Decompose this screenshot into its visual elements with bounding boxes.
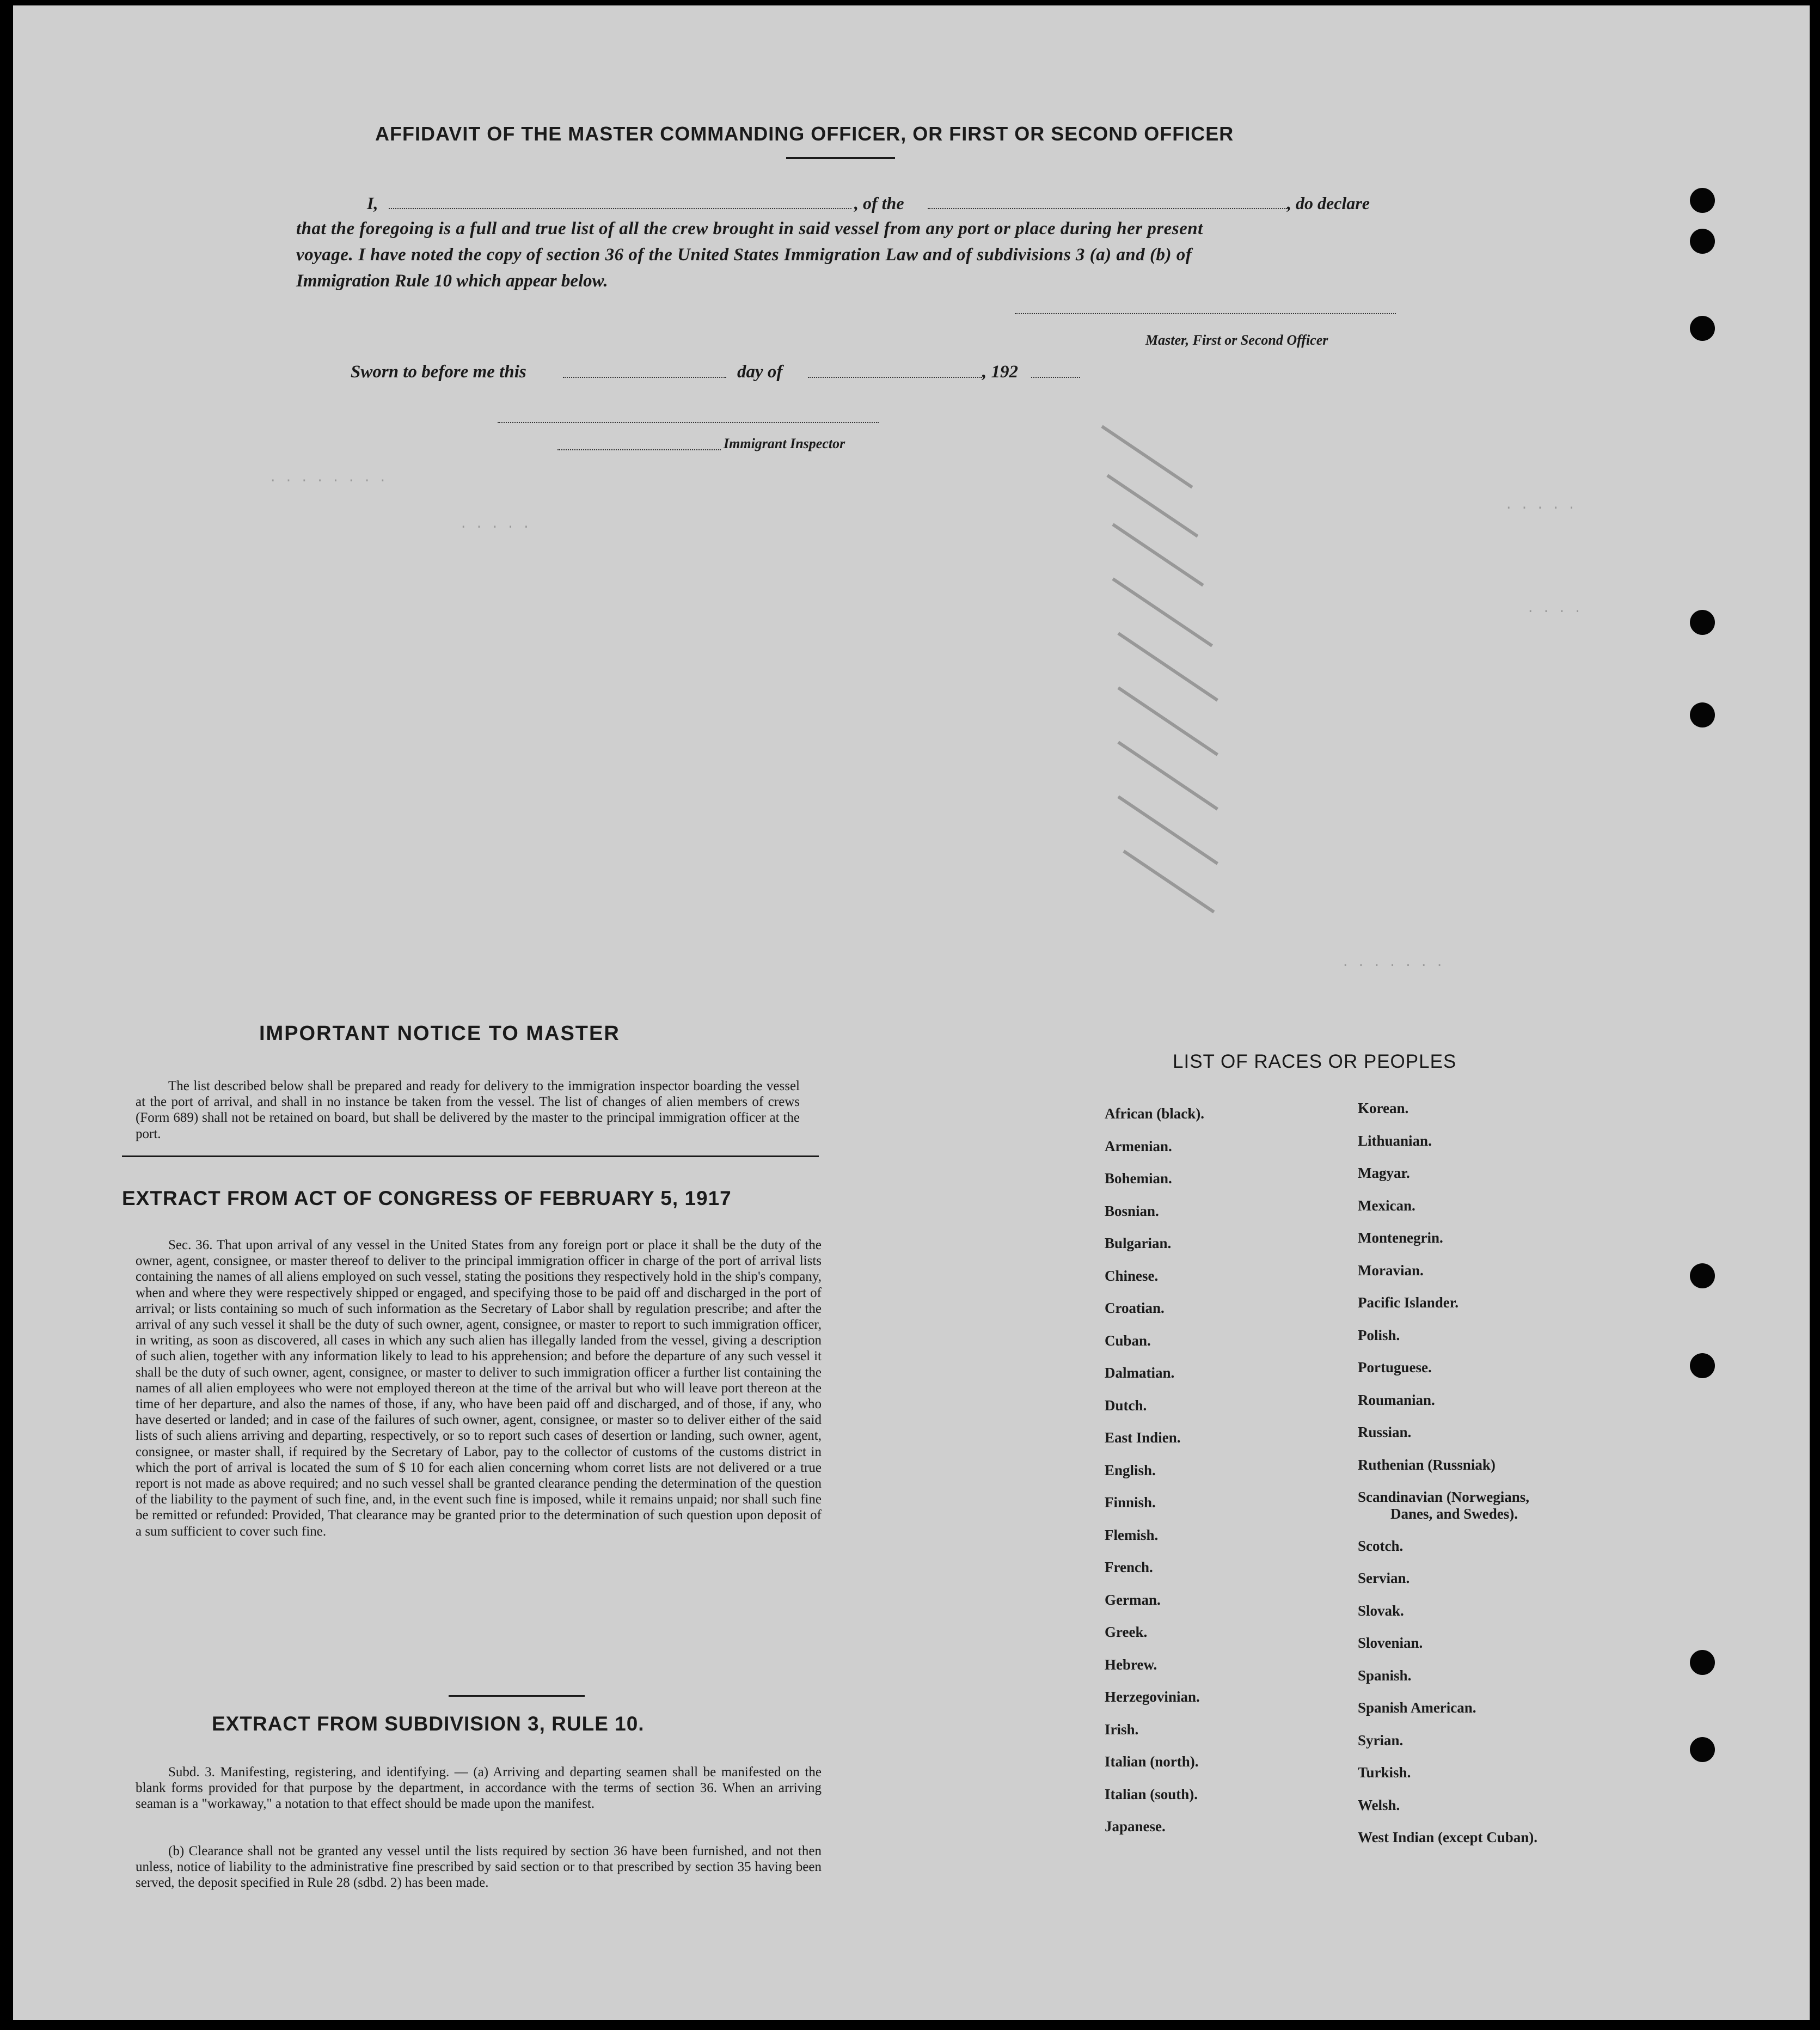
- extract-rule-text-a: Subd. 3. Manifesting, registering, and identifying. — (a) Arriving and departing seamen shall be manifested on the blank forms provided for that purpose by the department, in accordance with the terms of section 36. When an arriving seaman is a "workaway," a notation to that effect should be made upon the manifest.: [136, 1765, 822, 1812]
- race-item: Flemish.: [1105, 1526, 1159, 1543]
- race-item: Welsh.: [1358, 1796, 1400, 1813]
- race-item: Japanese.: [1105, 1818, 1166, 1835]
- race-item: Turkish.: [1358, 1764, 1411, 1781]
- punch-hole: [1690, 1650, 1715, 1675]
- race-item: Roumanian.: [1358, 1391, 1435, 1408]
- bleed-through-mark: · · · · ·: [459, 520, 530, 535]
- race-item: African (black).: [1105, 1105, 1204, 1122]
- race-item: Finnish.: [1105, 1494, 1156, 1511]
- race-item: Servian.: [1358, 1570, 1410, 1586]
- sworn-day-blank[interactable]: [563, 377, 726, 378]
- race-item: East Indien.: [1105, 1429, 1181, 1446]
- punch-hole: [1690, 1263, 1715, 1288]
- race-item: Dutch.: [1105, 1397, 1147, 1414]
- notice-text: The list described below shall be prepared and ready for delivery to the immigration inspector boarding the vessel at the port of arrival, and shall in no instance be taken from the vessel. The list of changes of alien members of crews (Form 689) shall not be retained on board, but shall be delivered by the master to the principal immigration officer at the port.: [136, 1079, 800, 1141]
- race-item: Bohemian.: [1105, 1170, 1172, 1187]
- race-item: Bulgarian.: [1105, 1235, 1172, 1251]
- affidavit-i-label: I,: [367, 193, 378, 213]
- sworn-label: Sworn to before me this: [351, 362, 526, 382]
- race-item: Chinese.: [1105, 1267, 1159, 1284]
- inspector-caption: Immigrant Inspector: [724, 436, 845, 451]
- strike-mark: [1117, 632, 1218, 702]
- races-heading: LIST OF RACES OR PEOPLES: [1173, 1051, 1457, 1072]
- race-item: Italian (north).: [1105, 1753, 1199, 1770]
- punch-hole: [1690, 188, 1715, 213]
- extract-act-text: Sec. 36. That upon arrival of any vessel in the United States from any foreign port or place it shall be the duty of the owner, agent, consignee, or master thereof to deliver to the principal immigration officer in charge of the port of arrival lists containing the names of all aliens employed on such vessel, stating the positions they respectively hold in the ship's company, when and where they were respectively shipped or engaged, and specifying those to be paid off and discharged in the port of arrival; or lists containing so much of such information as the Secretary of Labor shall by regulation prescribe; and after the arrival of any such vessel it shall be the duty of such owner, agent, consignee, or master to report to such immigration officer, in writing, as soon as discovered, all cases in which any such alien has illegally landed from the vessel, giving a description of such alien, together with any information likely to lead to his apprehension; and before the departure of any such vessel it shall be the duty of such owner, agent, consignee, or master to deliver to such immigration officer a further list containing the names of all alien employees who were not employed thereon at the time of the arrival but who will leave port thereon at the time of her departure, and also the names of those, if any, who have been paid off and discharged, and of those, if any, who have deserted or landed; and in case of the failures of such owner, agent, consignee, or master so to deliver either of the said lists of such aliens arriving and departing, respectively, or so to report such cases of desertion or landing, such owner, agent, consignee, or master shall, if required by the Secretary of Labor, pay to the collector of customs of the customs district in which the port of arrival is located the sum of $ 10 for each alien concerning whom corret lists are not delivered or a true report is not made as above required; and no such vessel shall be granted clearance pending the determination of the question of the liability to the payment of such fine, and, in the event such fine is imposed, while it remains unpaid; nor shall such fine be remitted or refunded: Provided, That clearance may be granted prior to the determination of such question upon deposit of a sum sufficient to cover such fine.: [136, 1238, 822, 1539]
- extract-rule-text-b: (b) Clearance shall not be granted any vessel until the lists required by section 36 have been furnished, and not then unless, notice of liability to the administrative fine prescribed by said section or to that prescribed by section 35 having been served, the deposit specified in Rule 28 (sdbd. 2) has been made.: [136, 1844, 822, 1891]
- notice-heading: IMPORTANT NOTICE TO MASTER: [259, 1022, 620, 1045]
- punch-hole: [1690, 1737, 1715, 1762]
- strike-mark: [1123, 850, 1215, 914]
- race-item: French.: [1105, 1559, 1153, 1575]
- document-page: [13, 5, 1810, 2020]
- race-item: Korean.: [1358, 1100, 1409, 1116]
- race-item: Croatian.: [1105, 1300, 1165, 1316]
- extract-act-heading: EXTRACT FROM ACT OF CONGRESS OF FEBRUARY 5, 1917: [122, 1187, 732, 1209]
- affidavit-do-declare: , do declare: [1287, 193, 1370, 213]
- race-item: Cuban.: [1105, 1332, 1151, 1349]
- punch-hole: [1690, 702, 1715, 727]
- strike-mark: [1117, 687, 1218, 756]
- race-item: Hebrew.: [1105, 1656, 1157, 1673]
- race-item: Lithuanian.: [1358, 1132, 1432, 1149]
- name-blank[interactable]: [389, 208, 851, 209]
- sworn-year: , 192: [982, 362, 1018, 382]
- race-item: Slovak.: [1358, 1602, 1404, 1619]
- race-item: Montenegrin.: [1358, 1230, 1443, 1246]
- bleed-through-mark: · · · · · · · ·: [269, 474, 387, 488]
- punch-hole: [1690, 229, 1715, 254]
- race-item: Syrian.: [1358, 1732, 1404, 1748]
- affidavit-line-2: that the foregoing is a full and true list of all the crew brought in said vessel from any port or place during her present: [296, 219, 1203, 239]
- race-item: Greek.: [1105, 1624, 1148, 1640]
- race-item: Dalmatian.: [1105, 1365, 1175, 1381]
- master-caption: Master, First or Second Officer: [1145, 332, 1328, 348]
- punch-hole: [1690, 316, 1715, 341]
- affidavit-heading: AFFIDAVIT OF THE MASTER COMMANDING OFFICER, OR FIRST OR SECOND OFFICER: [375, 123, 1234, 145]
- race-item: Moravian.: [1358, 1262, 1424, 1279]
- race-item: Armenian.: [1105, 1138, 1172, 1154]
- section-divider: [449, 1695, 585, 1697]
- bleed-through-mark: · · · · · · ·: [1341, 958, 1444, 973]
- punch-hole: [1690, 1353, 1715, 1378]
- affidavit-line-3: voyage. I have noted the copy of section 36 of the United States Immigration Law and of subdivisions 3 (a) and (b) of: [296, 245, 1192, 265]
- sworn-day-of: day of: [737, 362, 783, 382]
- race-item: Portuguese.: [1358, 1359, 1432, 1375]
- heading-underline: [786, 157, 895, 159]
- race-item: Russian.: [1358, 1424, 1412, 1440]
- sworn-year-blank[interactable]: [1031, 377, 1080, 378]
- race-item: Spanish.: [1358, 1667, 1412, 1684]
- section-divider: [122, 1155, 819, 1157]
- race-item: Danes, and Swedes).: [1390, 1505, 1518, 1522]
- sworn-month-blank[interactable]: [808, 377, 982, 378]
- race-item: Bosnian.: [1105, 1202, 1159, 1219]
- bleed-through-mark: · · · ·: [1527, 604, 1582, 619]
- race-item: Italian (south).: [1105, 1786, 1198, 1802]
- inspector-signature-line[interactable]: [498, 422, 879, 423]
- race-item: Pacific Islander.: [1358, 1294, 1459, 1311]
- extract-rule-heading: EXTRACT FROM SUBDIVISION 3, RULE 10.: [212, 1713, 645, 1735]
- race-item: Ruthenian (Russniak): [1358, 1456, 1496, 1473]
- race-item: Mexican.: [1358, 1197, 1415, 1214]
- race-item: Scandinavian (Norwegians,: [1358, 1489, 1530, 1505]
- signature-line[interactable]: [1015, 313, 1396, 314]
- race-item: Scotch.: [1358, 1537, 1404, 1554]
- bleed-through-mark: · · · · ·: [1505, 501, 1576, 516]
- race-item: Irish.: [1105, 1721, 1139, 1738]
- affidavit-line-4: Immigration Rule 10 which appear below.: [296, 271, 608, 291]
- strike-mark: [1117, 741, 1218, 811]
- race-item: Slovenian.: [1358, 1635, 1423, 1651]
- race-item: West Indian (except Cuban).: [1358, 1829, 1538, 1845]
- inspector-caption-line: [557, 449, 721, 450]
- race-item: Herzegovinian.: [1105, 1689, 1200, 1705]
- affidavit-of-the: , of the: [854, 193, 904, 213]
- race-item: English.: [1105, 1462, 1156, 1478]
- race-item: Magyar.: [1358, 1165, 1410, 1181]
- punch-hole: [1690, 610, 1715, 635]
- race-item: Spanish American.: [1358, 1699, 1476, 1716]
- race-item: German.: [1105, 1591, 1161, 1608]
- vessel-blank[interactable]: [928, 208, 1287, 209]
- race-item: Polish.: [1358, 1326, 1400, 1343]
